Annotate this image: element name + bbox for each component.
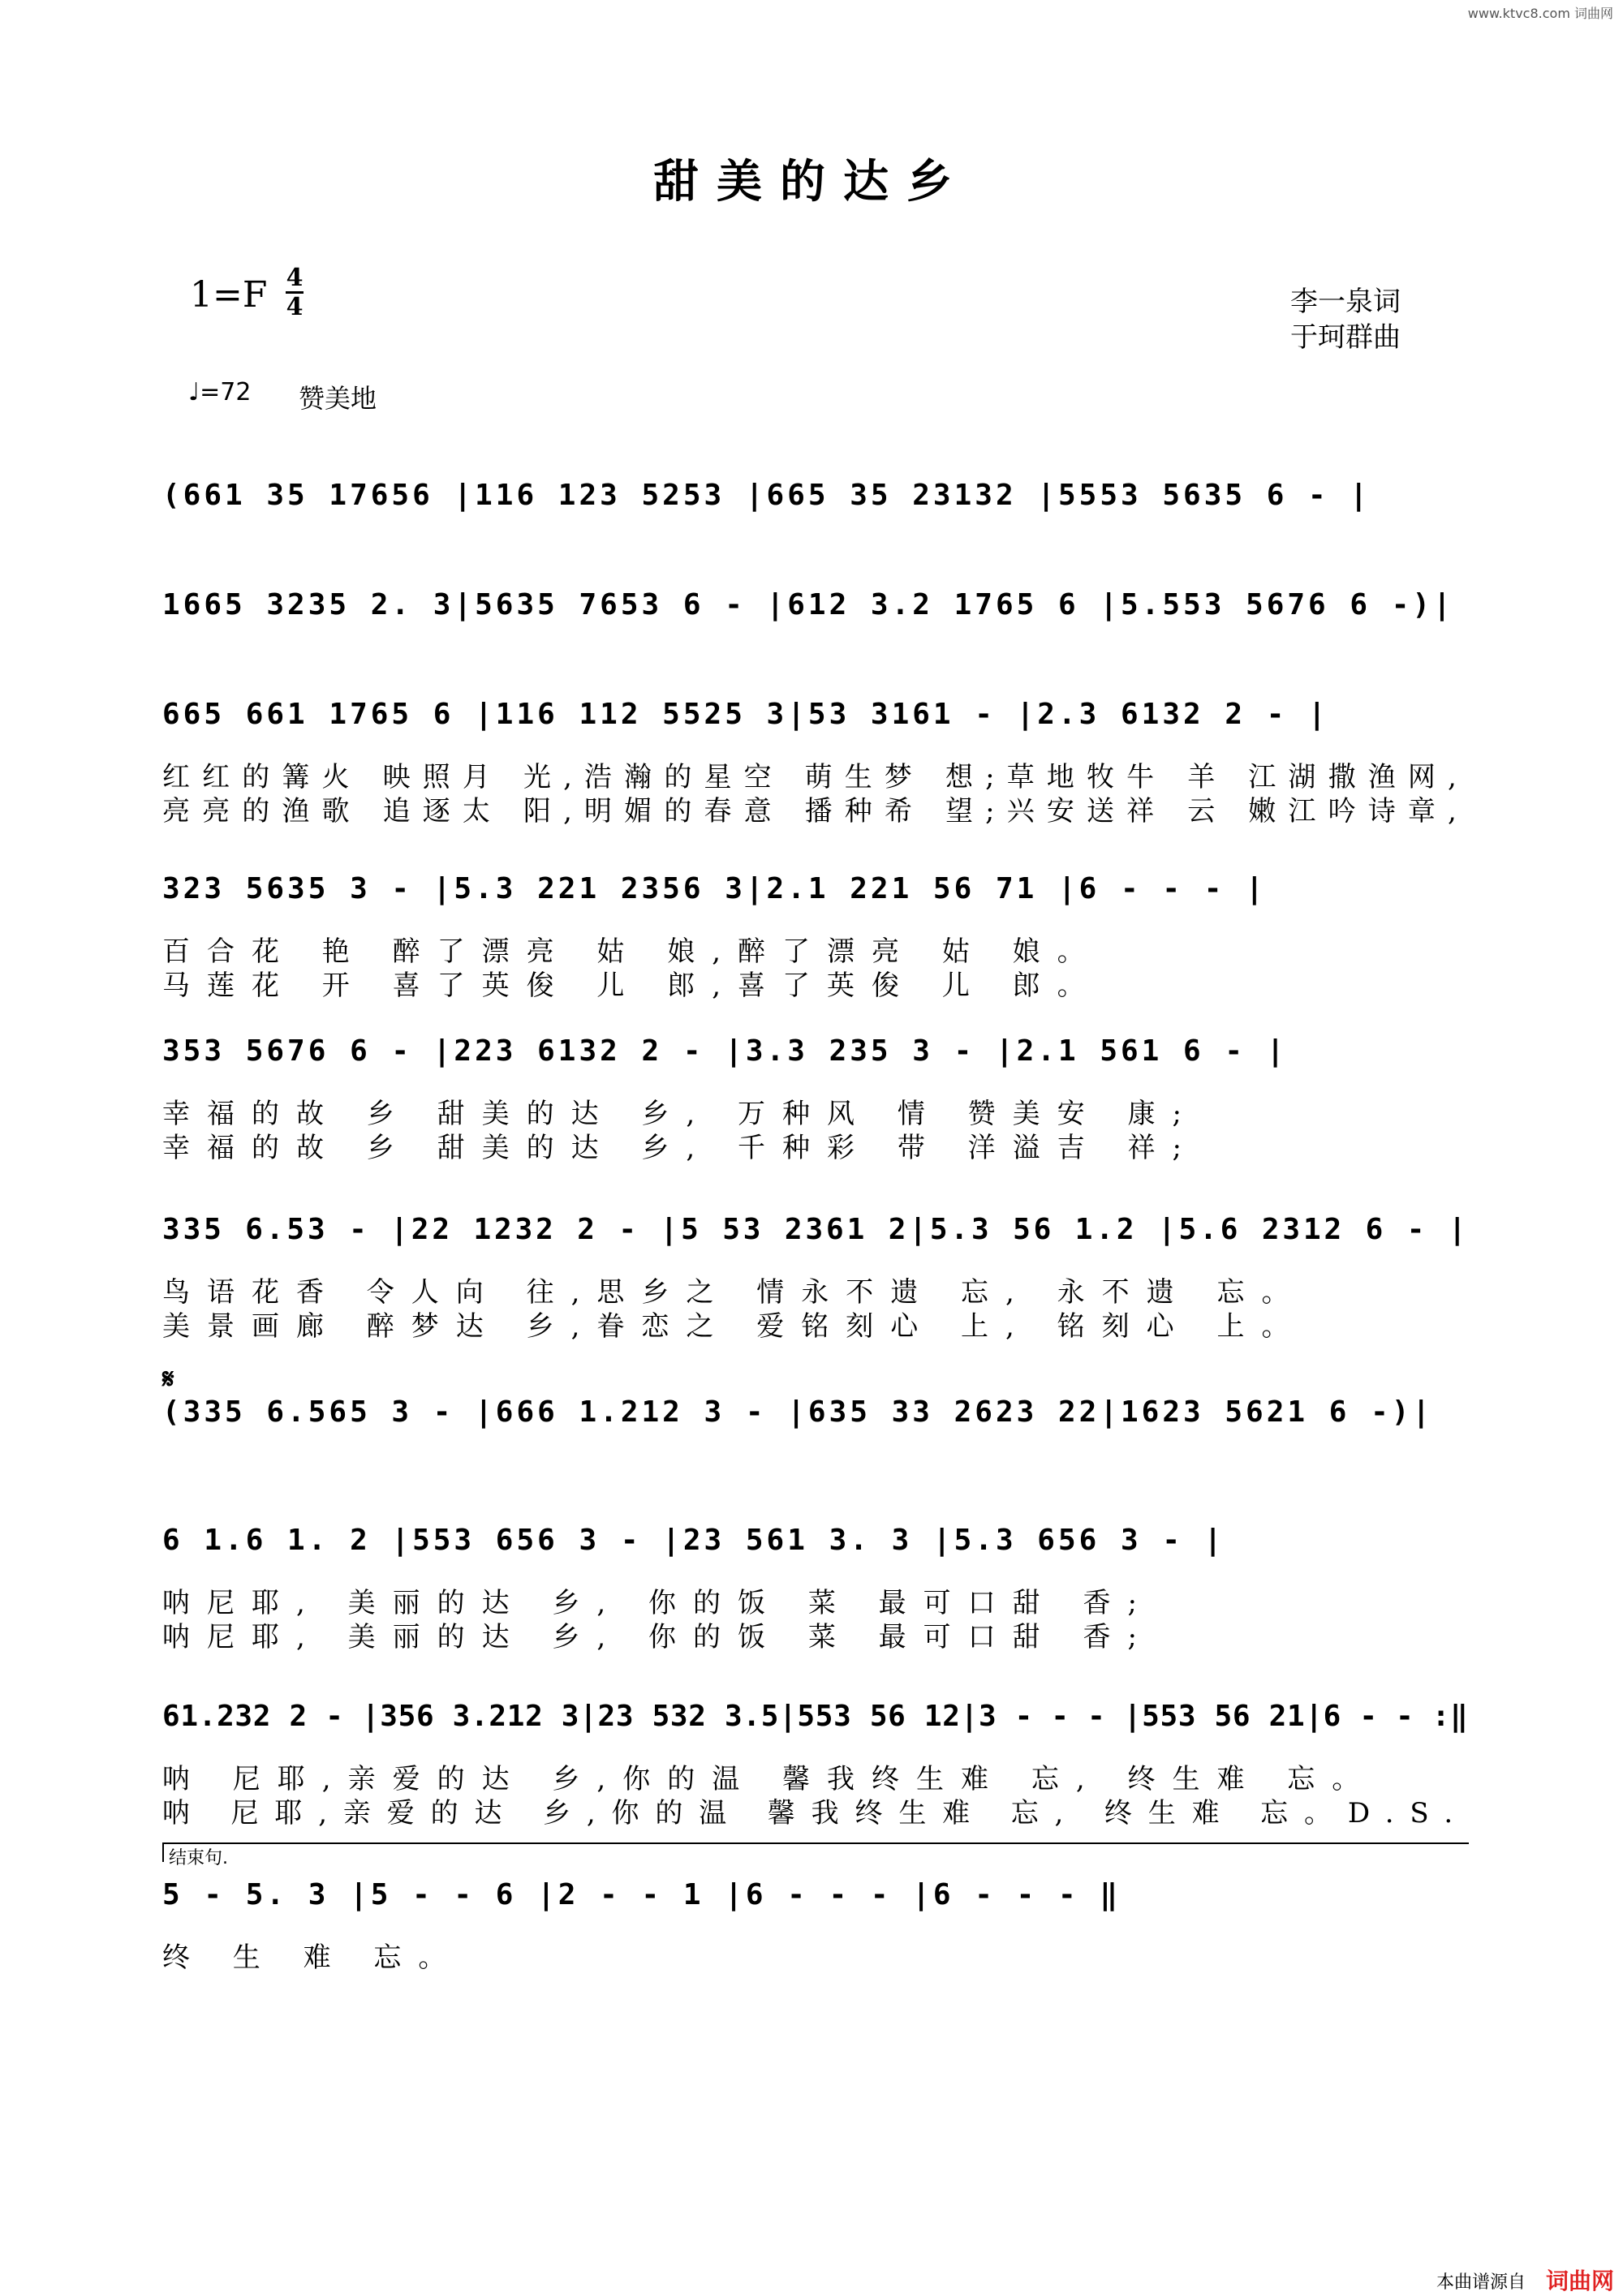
notation-line: 323 5635 3 - |5.3 221 2356 3|2.1 221 56 71 |6 - - - | <box>162 872 1267 905</box>
ending-label: 结束句. <box>169 1848 228 1868</box>
lyric-line: 幸福的故 乡 甜美的达 乡, 千种彩 带 洋溢吉 祥; <box>162 1132 1199 1164</box>
notation-line: 353 5676 6 - |223 6132 2 - |3.3 235 3 - |2.1 561 6 - | <box>162 1034 1288 1068</box>
song-title: 甜美的达乡 <box>653 156 970 209</box>
lyricist: 李一泉词 <box>1290 286 1401 318</box>
watermark-bottom: 本曲谱源自 <box>1436 2272 1526 2293</box>
notation-line: 335 6.53 - |22 1232 2 - |5 53 2361 2|5.3 56 1.2 |5.6 2312 6 - | <box>162 1213 1470 1246</box>
notation-line: 6 1.6 1. 2 |553 656 3 - |23 561 3. 3 |5.3 656 3 - | <box>162 1524 1225 1557</box>
lyric-line: 红红的篝火 映照月 光,浩瀚的星空 萌生梦 想;草地牧牛 羊 江湖撒渔网, <box>162 761 1469 793</box>
notation-line: (661 35 17656 |116 123 5253 |665 35 23132 |5553 5635 6 - | <box>162 479 1371 512</box>
notation-line: (335 6.565 3 - |666 1.212 3 - |635 33 2623 22|1623 5621 6 -)| <box>162 1395 1434 1429</box>
lyric-line: 呐尼耶, 美丽的达 乡, 你的饭 菜 最可口甜 香; <box>162 1621 1154 1653</box>
lyric-line: 百合花 艳 醉了漂亮 姑 娘,醉了漂亮 姑 娘。 <box>162 935 1102 968</box>
lyric-line: 呐 尼耶,亲爱的达 乡,你的温 馨我终生难 忘, 终生难 忘。D.S. <box>162 1797 1470 1829</box>
expression-mark: 赞美地 <box>299 383 377 414</box>
watermark-top: www.ktvc8.com 词曲网 <box>1467 6 1613 21</box>
lyric-line: 美景画廊 醉梦达 乡,眷恋之 爱铭刻心 上, 铭刻心 上。 <box>162 1310 1307 1343</box>
composer: 于珂群曲 <box>1290 321 1401 354</box>
watermark-logo: 词曲网 <box>1546 2268 1615 2294</box>
notation-line: 5 - 5. 3 |5 - - 6 |2 - - 1 |6 - - - |6 - - - ‖ <box>162 1878 1121 1911</box>
lyric-line: 鸟语花香 令人向 往,思乡之 情永不遗 忘, 永不遗 忘。 <box>162 1276 1307 1309</box>
lyric-line: 呐尼耶, 美丽的达 乡, 你的饭 菜 最可口甜 香; <box>162 1587 1154 1619</box>
ending-bracket <box>162 1842 1469 1844</box>
lyric-line: 终 生 难 忘。 <box>162 1941 463 1974</box>
notation-line: 665 661 1765 6 |116 112 5525 3|53 3161 - |2.3 6132 2 - | <box>162 698 1329 731</box>
ending-bracket-hook <box>162 1842 164 1862</box>
lyric-line: 呐 尼耶,亲爱的达 乡,你的温 馨我终生难 忘, 终生难 忘。 <box>162 1763 1377 1795</box>
segno-sign: 𝄋 <box>162 1363 174 1395</box>
key-signature: 1=F <box>190 274 268 316</box>
lyric-line: 幸福的故 乡 甜美的达 乡, 万种风 情 赞美安 康; <box>162 1098 1199 1130</box>
lyric-line: 亮亮的渔歌 追逐太 阳,明媚的春意 播种希 望;兴安送祥 云 嫩江吟诗章, <box>162 795 1469 828</box>
time-signature <box>286 266 304 320</box>
time-top: 4 <box>286 264 304 292</box>
tempo-mark: ♩=72 <box>188 378 252 406</box>
notation-line: 61.232 2 - |356 3.212 3|23 532 3.5|553 56 12|3 - - - |553 56 21|6 - - :‖ <box>162 1700 1469 1733</box>
notation-line: 1665 3235 2. 3|5635 7653 6 - |612 3.2 1765 6 |5.553 5676 6 -)| <box>162 588 1454 621</box>
time-bottom: 4 <box>286 293 304 321</box>
lyric-line: 马莲花 开 喜了英俊 儿 郎,喜了英俊 儿 郎。 <box>162 970 1102 1002</box>
